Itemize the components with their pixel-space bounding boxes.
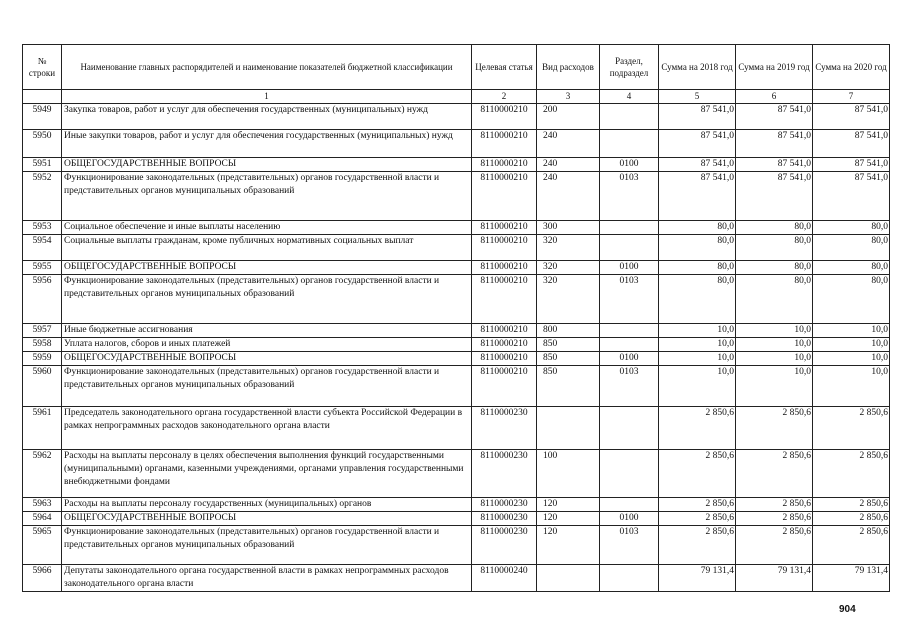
row-target-article: 8110000210 <box>472 172 537 221</box>
row-target-article: 8110000210 <box>472 338 537 352</box>
row-section <box>600 104 659 130</box>
row-section <box>600 450 659 498</box>
row-sum-2019: 80,0 <box>736 235 813 261</box>
row-section <box>600 565 659 592</box>
row-expense-type: 800 <box>537 324 600 338</box>
row-name: Функционирование законодательных (представительных) органов государственной власти и представительных органов муниципальных образований <box>62 172 472 221</box>
table-row <box>23 261 890 275</box>
row-target-article: 8110000210 <box>472 261 537 275</box>
row-name: Функционирование законодательных (представительных) органов государственной власти и представительных органов муниципальных образований <box>62 275 472 324</box>
column-number: 4 <box>600 90 659 104</box>
row-sum-2018: 79 131,4 <box>659 565 736 592</box>
row-name: Социальные выплаты гражданам, кроме публичных нормативных социальных выплат <box>62 235 472 261</box>
row-sum-2019: 80,0 <box>736 221 813 235</box>
row-expense-type: 200 <box>537 104 600 130</box>
row-target-article: 8110000210 <box>472 324 537 338</box>
row-name: Уплата налогов, сборов и иных платежей <box>62 338 472 352</box>
row-sum-2020: 87 541,0 <box>813 104 890 130</box>
row-number: 5963 <box>23 498 62 512</box>
table-row <box>23 158 890 172</box>
row-section <box>600 498 659 512</box>
table-row <box>23 407 890 450</box>
row-section: 0100 <box>600 261 659 275</box>
row-target-article: 8110000230 <box>472 407 537 450</box>
row-sum-2020: 2 850,6 <box>813 526 890 565</box>
row-sum-2020: 2 850,6 <box>813 450 890 498</box>
row-number: 5964 <box>23 512 62 526</box>
row-section <box>600 235 659 261</box>
row-number: 5957 <box>23 324 62 338</box>
table-row <box>23 130 890 158</box>
table-row <box>23 366 890 407</box>
row-name: Функционирование законодательных (представительных) органов государственной власти и представительных органов муниципальных образований <box>62 366 472 407</box>
table-row <box>23 498 890 512</box>
row-number: 5962 <box>23 450 62 498</box>
row-sum-2019: 87 541,0 <box>736 158 813 172</box>
row-sum-2019: 2 850,6 <box>736 512 813 526</box>
row-sum-2020: 80,0 <box>813 235 890 261</box>
row-sum-2020: 80,0 <box>813 261 890 275</box>
row-number: 5955 <box>23 261 62 275</box>
row-section <box>600 338 659 352</box>
row-number: 5950 <box>23 130 62 158</box>
column-number: 2 <box>472 90 537 104</box>
row-sum-2019: 2 850,6 <box>736 498 813 512</box>
row-name: ОБЩЕГОСУДАРСТВЕННЫЕ ВОПРОСЫ <box>62 512 472 526</box>
row-sum-2018: 87 541,0 <box>659 104 736 130</box>
row-number: 5952 <box>23 172 62 221</box>
row-sum-2018: 80,0 <box>659 261 736 275</box>
row-name: Председатель законодательного органа государственной власти субъекта Российской Федерации в рамках непрограммных расходов законодательного органа власти <box>62 407 472 450</box>
row-target-article: 8110000230 <box>472 450 537 498</box>
table-row <box>23 324 890 338</box>
row-sum-2019: 2 850,6 <box>736 407 813 450</box>
row-number: 5949 <box>23 104 62 130</box>
row-number: 5961 <box>23 407 62 450</box>
row-sum-2020: 2 850,6 <box>813 407 890 450</box>
row-sum-2019: 10,0 <box>736 324 813 338</box>
row-sum-2018: 2 850,6 <box>659 512 736 526</box>
row-sum-2018: 10,0 <box>659 338 736 352</box>
table-row <box>23 104 890 130</box>
row-sum-2019: 10,0 <box>736 352 813 366</box>
row-section: 0100 <box>600 158 659 172</box>
column-number-row <box>23 90 890 104</box>
table-header-row <box>23 45 890 90</box>
row-sum-2018: 10,0 <box>659 352 736 366</box>
row-sum-2019: 87 541,0 <box>736 172 813 221</box>
row-name: Расходы на выплаты персоналу государственных (муниципальных) органов <box>62 498 472 512</box>
row-name: Иные закупки товаров, работ и услуг для обеспечения государственных (муниципальных) нужд <box>62 130 472 158</box>
row-expense-type <box>537 565 600 592</box>
row-sum-2018: 2 850,6 <box>659 450 736 498</box>
row-target-article: 8110000210 <box>472 221 537 235</box>
row-expense-type: 320 <box>537 235 600 261</box>
row-sum-2020: 10,0 <box>813 366 890 407</box>
row-sum-2020: 87 541,0 <box>813 130 890 158</box>
row-name: Социальное обеспечение и иные выплаты населению <box>62 221 472 235</box>
row-sum-2020: 2 850,6 <box>813 498 890 512</box>
column-number: 5 <box>659 90 736 104</box>
row-sum-2020: 10,0 <box>813 352 890 366</box>
row-sum-2020: 87 541,0 <box>813 158 890 172</box>
row-section: 0103 <box>600 275 659 324</box>
row-target-article: 8110000240 <box>472 565 537 592</box>
column-number-blank <box>23 90 62 104</box>
row-target-article: 8110000210 <box>472 158 537 172</box>
column-number: 3 <box>537 90 600 104</box>
row-number: 5954 <box>23 235 62 261</box>
row-sum-2020: 80,0 <box>813 275 890 324</box>
row-target-article: 8110000210 <box>472 352 537 366</box>
row-sum-2018: 80,0 <box>659 275 736 324</box>
header-sum-2020: Сумма на 2020 год <box>813 45 890 90</box>
row-name: ОБЩЕГОСУДАРСТВЕННЫЕ ВОПРОСЫ <box>62 261 472 275</box>
row-expense-type <box>537 407 600 450</box>
row-sum-2018: 87 541,0 <box>659 172 736 221</box>
row-sum-2018: 2 850,6 <box>659 407 736 450</box>
row-sum-2019: 10,0 <box>736 366 813 407</box>
header-expense-type: Вид расходов <box>537 45 600 90</box>
row-name: Закупка товаров, работ и услуг для обеспечения государственных (муниципальных) нужд <box>62 104 472 130</box>
row-section: 0100 <box>600 352 659 366</box>
table-row <box>23 512 890 526</box>
row-expense-type: 120 <box>537 526 600 565</box>
row-expense-type: 100 <box>537 450 600 498</box>
row-sum-2019: 80,0 <box>736 261 813 275</box>
header-sum-2019: Сумма на 2019 год <box>736 45 813 90</box>
row-target-article: 8110000210 <box>472 130 537 158</box>
row-name: ОБЩЕГОСУДАРСТВЕННЫЕ ВОПРОСЫ <box>62 352 472 366</box>
row-expense-type: 240 <box>537 130 600 158</box>
row-expense-type: 120 <box>537 512 600 526</box>
row-name: Депутаты законодательного органа государственной власти в рамках непрограммных расходов законодательного органа власти <box>62 565 472 592</box>
row-target-article: 8110000210 <box>472 235 537 261</box>
row-number: 5959 <box>23 352 62 366</box>
row-sum-2018: 87 541,0 <box>659 158 736 172</box>
table-row <box>23 338 890 352</box>
row-sum-2018: 10,0 <box>659 366 736 407</box>
table-row <box>23 565 890 592</box>
row-sum-2019: 80,0 <box>736 275 813 324</box>
row-section: 0100 <box>600 512 659 526</box>
row-sum-2018: 80,0 <box>659 235 736 261</box>
row-sum-2018: 2 850,6 <box>659 526 736 565</box>
row-sum-2019: 2 850,6 <box>736 450 813 498</box>
row-sum-2020: 87 541,0 <box>813 172 890 221</box>
header-row-number: № строки <box>23 45 62 90</box>
row-number: 5956 <box>23 275 62 324</box>
row-section <box>600 130 659 158</box>
row-target-article: 8110000210 <box>472 275 537 324</box>
row-sum-2019: 87 541,0 <box>736 104 813 130</box>
row-target-article: 8110000210 <box>472 366 537 407</box>
row-expense-type: 850 <box>537 352 600 366</box>
table-body <box>23 104 890 592</box>
header-sum-2018: Сумма на 2018 год <box>659 45 736 90</box>
row-expense-type: 300 <box>537 221 600 235</box>
row-target-article: 8110000230 <box>472 512 537 526</box>
row-sum-2020: 10,0 <box>813 324 890 338</box>
row-sum-2020: 2 850,6 <box>813 512 890 526</box>
row-number: 5958 <box>23 338 62 352</box>
row-expense-type: 320 <box>537 275 600 324</box>
row-target-article: 8110000210 <box>472 104 537 130</box>
row-section <box>600 324 659 338</box>
budget-table <box>22 44 890 592</box>
row-number: 5960 <box>23 366 62 407</box>
row-name: Функционирование законодательных (представительных) органов государственной власти и представительных органов муниципальных образований <box>62 526 472 565</box>
row-section <box>600 221 659 235</box>
row-number: 5951 <box>23 158 62 172</box>
table-row <box>23 235 890 261</box>
row-section: 0103 <box>600 366 659 407</box>
row-sum-2019: 79 131,4 <box>736 565 813 592</box>
row-expense-type: 850 <box>537 338 600 352</box>
page-number: 904 <box>839 604 856 615</box>
row-expense-type: 240 <box>537 158 600 172</box>
column-number: 6 <box>736 90 813 104</box>
table-row <box>23 172 890 221</box>
row-number: 5965 <box>23 526 62 565</box>
row-sum-2018: 10,0 <box>659 324 736 338</box>
header-target-article: Целевая статья <box>472 45 537 90</box>
table-row <box>23 352 890 366</box>
row-expense-type: 850 <box>537 366 600 407</box>
row-sum-2018: 87 541,0 <box>659 130 736 158</box>
row-section <box>600 407 659 450</box>
row-target-article: 8110000230 <box>472 498 537 512</box>
row-expense-type: 240 <box>537 172 600 221</box>
row-name: Иные бюджетные ассигнования <box>62 324 472 338</box>
header-name: Наименование главных распорядителей и наименование показателей бюджетной классификации <box>62 45 472 90</box>
row-expense-type: 120 <box>537 498 600 512</box>
row-target-article: 8110000230 <box>472 526 537 565</box>
row-number: 5953 <box>23 221 62 235</box>
row-number: 5966 <box>23 565 62 592</box>
row-name: ОБЩЕГОСУДАРСТВЕННЫЕ ВОПРОСЫ <box>62 158 472 172</box>
column-number: 7 <box>813 90 890 104</box>
row-sum-2018: 80,0 <box>659 221 736 235</box>
row-sum-2018: 2 850,6 <box>659 498 736 512</box>
row-section: 0103 <box>600 172 659 221</box>
row-expense-type: 320 <box>537 261 600 275</box>
row-sum-2020: 10,0 <box>813 338 890 352</box>
header-section: Раздел, подраздел <box>600 45 659 90</box>
row-sum-2020: 80,0 <box>813 221 890 235</box>
row-sum-2019: 10,0 <box>736 338 813 352</box>
row-sum-2019: 2 850,6 <box>736 526 813 565</box>
row-name: Расходы на выплаты персоналу в целях обеспечения выполнения функций государственными (муниципальными) органами, казенными учреждениями, органами управления государственными внебюджетными фондами <box>62 450 472 498</box>
column-number: 1 <box>62 90 472 104</box>
table-row <box>23 221 890 235</box>
row-sum-2020: 79 131,4 <box>813 565 890 592</box>
row-section: 0103 <box>600 526 659 565</box>
table-row <box>23 526 890 565</box>
row-sum-2019: 87 541,0 <box>736 130 813 158</box>
table-row <box>23 275 890 324</box>
table-row <box>23 450 890 498</box>
